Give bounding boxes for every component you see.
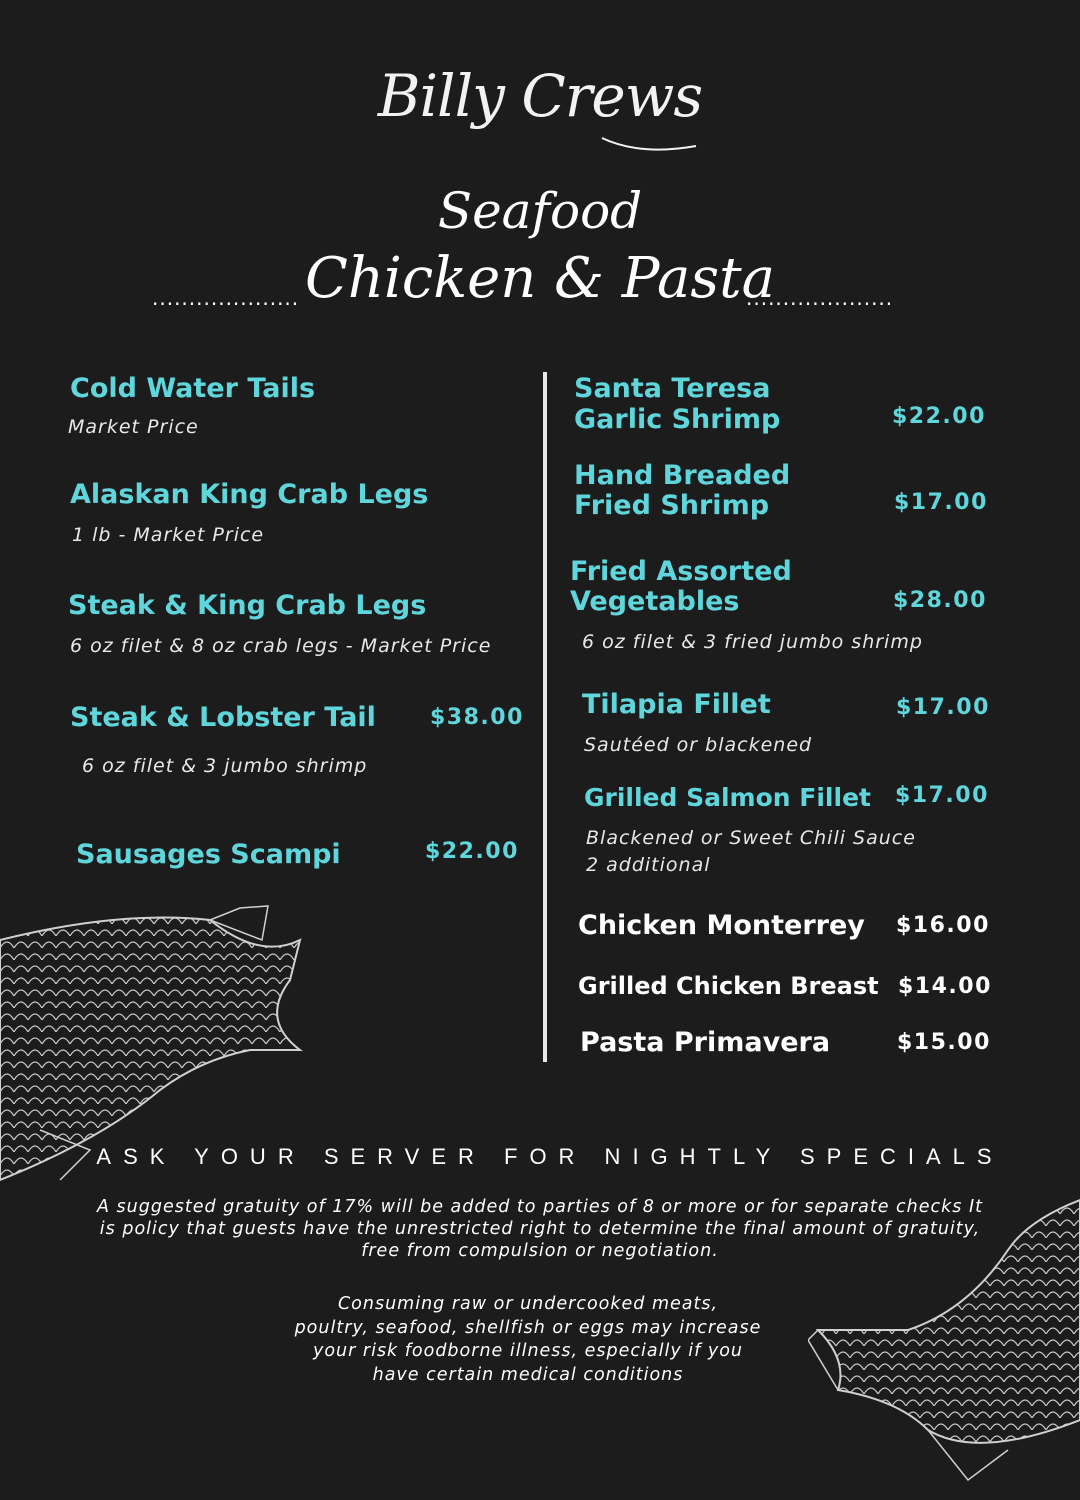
menu-item-name: Vegetables xyxy=(570,586,740,617)
menu-item-price: $17.00 xyxy=(895,783,989,808)
health-warning xyxy=(228,1293,828,1387)
menu-item-desc: 1 lb - Market Price xyxy=(72,524,265,546)
menu-item-desc: Market Price xyxy=(68,416,199,438)
warning-line: Consuming raw or undercooked meats, xyxy=(337,1294,719,1314)
title-chicken-pasta: Chicken & Pasta xyxy=(305,246,775,311)
brand-swash-icon xyxy=(600,130,700,160)
gratuity-line: is policy that guests have the unrestricted right to determine the final amount of gratuity, xyxy=(99,1219,981,1239)
warning-line: your risk foodborne illness, especially if you xyxy=(312,1341,744,1361)
title-dots-right: .................... xyxy=(746,286,894,310)
menu-item-name: Cold Water Tails xyxy=(70,373,316,404)
column-divider xyxy=(543,372,547,1062)
menu-item-desc: 6 oz filet & 3 jumbo shrimp xyxy=(82,755,368,777)
menu-item-name: Garlic Shrimp xyxy=(574,404,781,435)
brand-logo: Billy Crews xyxy=(377,62,703,130)
gratuity-line: A suggested gratuity of 17% will be added to parties of 8 or more or for separate checks It xyxy=(97,1197,983,1217)
menu-item-price: $16.00 xyxy=(896,913,990,938)
nightly-specials-banner: ASK YOUR SERVER FOR NIGHTLY SPECIALS xyxy=(96,1144,1004,1169)
warning-line: have certain medical conditions xyxy=(372,1364,684,1385)
menu-item-name: Steak & King Crab Legs xyxy=(68,590,427,621)
gratuity-notice xyxy=(60,1196,1020,1262)
title-seafood: Seafood xyxy=(437,182,643,240)
menu-item-price: $22.00 xyxy=(425,839,519,864)
menu-item-price: $22.00 xyxy=(892,404,986,429)
menu-item-desc: Blackened or Sweet Chili Sauce xyxy=(586,827,916,849)
menu-item-name: Hand Breaded xyxy=(574,460,791,491)
menu-item-name: Fried Assorted xyxy=(570,556,792,587)
menu-item-price: $14.00 xyxy=(898,974,992,999)
menu-item-name: Steak & Lobster Tail xyxy=(70,702,376,733)
menu-item-price: $28.00 xyxy=(893,588,987,613)
menu-item-desc: 2 additional xyxy=(586,854,711,876)
menu-item-desc: Sautéed or blackened xyxy=(584,734,813,756)
menu-item-price: $15.00 xyxy=(897,1030,991,1055)
menu-item-name: Chicken Monterrey xyxy=(578,910,865,941)
title-dots-left: .................... xyxy=(152,286,300,310)
menu-item-name: Grilled Chicken Breast xyxy=(578,972,879,1000)
menu-item-name: Pasta Primavera xyxy=(580,1027,831,1058)
menu-item-name: Tilapia Fillet xyxy=(582,689,771,720)
menu-item-name: Alaskan King Crab Legs xyxy=(70,479,429,510)
menu-item-name: Grilled Salmon Fillet xyxy=(584,783,871,812)
menu-item-price: $38.00 xyxy=(430,705,524,730)
gratuity-line: free from compulsion or negotiation. xyxy=(361,1241,719,1261)
menu-item-desc: 6 oz filet & 8 oz crab legs - Market Price xyxy=(70,635,492,657)
menu-item-desc: 6 oz filet & 3 fried jumbo shrimp xyxy=(582,631,923,653)
menu-item-name: Santa Teresa xyxy=(574,373,771,404)
menu-item-name: Fried Shrimp xyxy=(574,490,770,521)
menu-item-price: $17.00 xyxy=(894,490,988,515)
warning-line: poultry, seafood, shellfish or eggs may increase xyxy=(294,1317,762,1338)
menu-item-name: Sausages Scampi xyxy=(76,839,341,870)
menu-item-price: $17.00 xyxy=(896,695,990,720)
